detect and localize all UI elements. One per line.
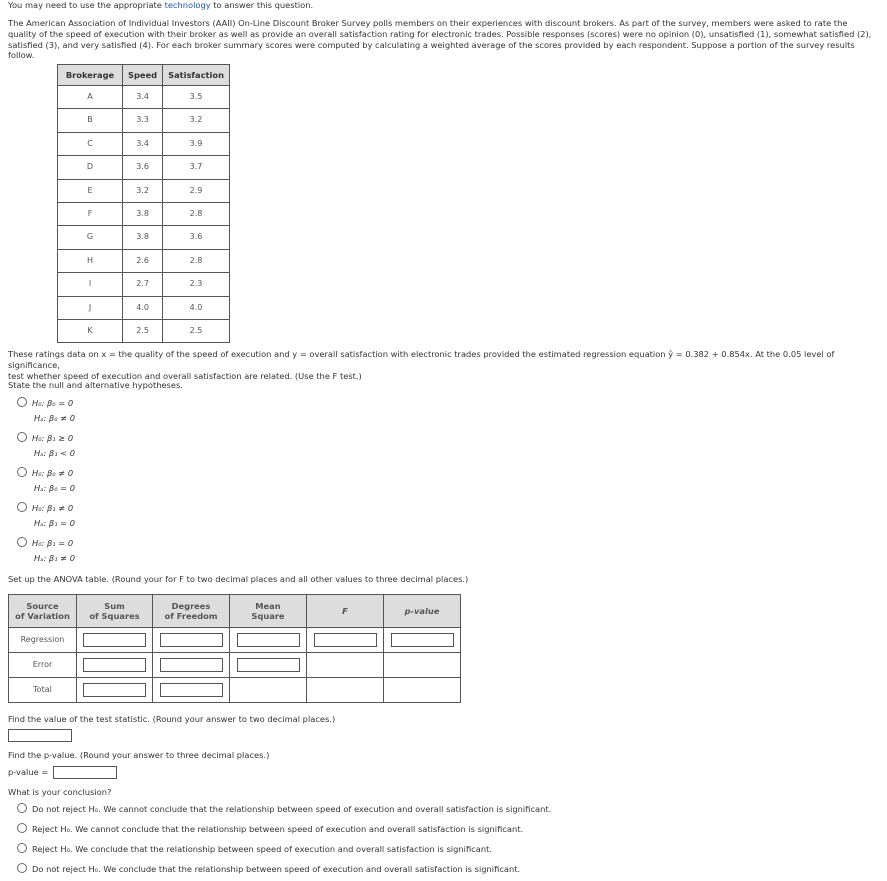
header-line1: Mean [255, 600, 281, 611]
empty-cell [307, 653, 384, 678]
total-ss-input[interactable] [83, 683, 146, 697]
satisfaction-cell: 2.5 [163, 319, 230, 342]
header-f: F [307, 595, 384, 628]
cell [230, 628, 307, 653]
speed-cell: 3.6 [123, 156, 163, 179]
hypotheses-prompt: State the null and alternative hypotheses. [8, 380, 183, 390]
alternative-hypothesis: Hₐ: β₀ ≠ 0 [34, 412, 76, 423]
radio-button[interactable] [17, 823, 27, 833]
table-row [58, 249, 230, 272]
cell [77, 678, 153, 703]
null-hypothesis: H₀: β₁ = 0 [32, 538, 74, 548]
header-speed: Speed [123, 65, 163, 86]
cell [77, 628, 153, 653]
null-hypothesis: H₀: β₁ ≠ 0 [32, 503, 74, 513]
header-line2: of Freedom [164, 611, 218, 621]
brokerage-cell: E [58, 179, 123, 202]
radio-button[interactable] [17, 432, 27, 442]
brokerage-cell: A [58, 86, 123, 109]
brokerage-cell: B [58, 109, 123, 132]
alternative-hypothesis: Hₐ: β₁ < 0 [34, 447, 76, 458]
header-line1: Sum [104, 600, 125, 611]
source-label: Total [9, 678, 77, 703]
speed-cell: 3.8 [123, 226, 163, 249]
error-df-input[interactable] [160, 658, 223, 672]
table-row [58, 179, 230, 202]
conclusion-option-1[interactable] [17, 803, 551, 815]
data-table-header [58, 65, 230, 86]
cell [153, 653, 230, 678]
regression-f-input[interactable] [314, 633, 377, 647]
table-row [58, 226, 230, 249]
speed-cell: 3.4 [123, 86, 163, 109]
source-label: Error [9, 653, 77, 678]
table-row [58, 202, 230, 225]
cell [153, 678, 230, 703]
brokerage-cell: K [58, 319, 123, 342]
hypothesis-option-4[interactable] [17, 502, 75, 529]
speed-cell: 3.8 [123, 202, 163, 225]
instruction-suffix: to answer this question. [210, 0, 314, 10]
cell [230, 653, 307, 678]
header-satisfaction: Satisfaction [163, 65, 230, 86]
hypothesis-option-5[interactable] [17, 537, 75, 564]
instruction-line [8, 0, 313, 11]
table-row [58, 86, 230, 109]
header-degrees-freedom [153, 595, 230, 628]
header-mean-square [230, 595, 307, 628]
hypothesis-option-3[interactable] [17, 467, 75, 494]
conclusion-option-4[interactable] [17, 863, 520, 875]
brokerage-cell: C [58, 132, 123, 155]
cell [384, 628, 461, 653]
satisfaction-cell: 3.2 [163, 109, 230, 132]
radio-button[interactable] [17, 843, 27, 853]
empty-cell [384, 678, 461, 703]
regression-df-input[interactable] [160, 633, 223, 647]
brokerage-cell: F [58, 202, 123, 225]
speed-cell: 4.0 [123, 296, 163, 319]
p-value-label: p-value = [8, 767, 49, 777]
table-row [58, 156, 230, 179]
technology-link[interactable]: technology [164, 0, 211, 10]
satisfaction-cell: 4.0 [163, 296, 230, 319]
anova-prompt: Set up the ANOVA table. (Round your for F to two decimal places and all other values to three decimal places.) [8, 574, 469, 584]
error-ss-input[interactable] [83, 658, 146, 672]
table-row [58, 109, 230, 132]
table-row [58, 132, 230, 155]
conclusion-text: Reject H₀. We conclude that the relationship between speed of execution and overall satisfaction is significant. [32, 844, 492, 854]
radio-button[interactable] [17, 397, 27, 407]
conclusion-text: Reject H₀. We cannot conclude that the relationship between speed of execution and overall satisfaction is significant. [32, 824, 524, 834]
null-hypothesis: H₀: β₁ ≥ 0 [32, 433, 74, 443]
regression-ms-input[interactable] [237, 633, 300, 647]
header-p-value: p-value [384, 595, 461, 628]
conclusion-option-2[interactable] [17, 823, 523, 835]
satisfaction-cell: 2.3 [163, 273, 230, 296]
anova-row-regression [9, 628, 461, 653]
satisfaction-cell: 3.5 [163, 86, 230, 109]
hypothesis-option-2[interactable] [17, 432, 75, 459]
empty-cell [230, 678, 307, 703]
radio-button[interactable] [17, 537, 27, 547]
brokerage-cell: I [58, 273, 123, 296]
header-line2: Square [251, 611, 285, 621]
speed-cell: 2.7 [123, 273, 163, 296]
cell [77, 653, 153, 678]
regression-text-line1: These ratings data on x = the quality of the speed of execution and y = overall satisfaction with electronic trades provided the estimated regression equation ŷ = 0.382 + 0.854x. At the 0.05 level of significance, [8, 349, 835, 370]
satisfaction-cell: 2.8 [163, 249, 230, 272]
conclusion-text: Do not reject H₀. We conclude that the relationship between speed of execution and overall satisfaction is significant. [32, 864, 521, 874]
conclusion-prompt: What is your conclusion? [8, 787, 112, 797]
table-row [58, 273, 230, 296]
speed-cell: 2.5 [123, 319, 163, 342]
brokerage-cell: H [58, 249, 123, 272]
test-statistic-input[interactable] [8, 729, 72, 742]
header-brokerage: Brokerage [58, 65, 123, 86]
survey-data-table [57, 64, 230, 343]
header-line1: Degrees [171, 600, 211, 611]
speed-cell: 2.6 [123, 249, 163, 272]
regression-description [8, 349, 882, 381]
speed-cell: 3.2 [123, 179, 163, 202]
total-df-input[interactable] [160, 683, 223, 697]
anova-row-error [9, 653, 461, 678]
satisfaction-cell: 3.6 [163, 226, 230, 249]
cell [153, 628, 230, 653]
conclusion-text: Do not reject H₀. We cannot conclude that the relationship between speed of execution and overall satisfaction is significant. [32, 804, 552, 814]
empty-cell [307, 678, 384, 703]
satisfaction-cell: 3.9 [163, 132, 230, 155]
source-label: Regression [9, 628, 77, 653]
empty-cell [384, 653, 461, 678]
anova-table [8, 594, 461, 703]
header-line2: of Squares [89, 611, 140, 621]
hypothesis-option-1[interactable] [17, 397, 75, 424]
radio-button[interactable] [17, 863, 27, 873]
header-line2: of Variation [15, 611, 70, 621]
p-value-row [8, 766, 117, 779]
brokerage-cell: G [58, 226, 123, 249]
table-row [58, 296, 230, 319]
regression-ss-input[interactable] [83, 633, 146, 647]
problem-intro: The American Association of Individual Investors (AAII) On-Line Discount Broker Survey polls members on their experiences with discount brokers. As part of the survey, members were asked to rate the quality of the speed of execution with their broker as well as provide an overall satisfaction rating for electronic trades. Possible responses (scores) were no opinion (0), unsatisfied (1), somewhat satisfied (2), satisfied (3), and very satisfied (4). For each broker summary scores were computed by calculating a weighted average of the scores provided by each respondent. Suppose a portion of the survey results follow. [8, 18, 872, 61]
header-sum-squares [77, 595, 153, 628]
anova-header-row [9, 595, 461, 628]
brokerage-cell: D [58, 156, 123, 179]
radio-button[interactable] [17, 467, 27, 477]
alternative-hypothesis: Hₐ: β₁ ≠ 0 [34, 552, 76, 563]
table-row [58, 319, 230, 342]
p-value-prompt: Find the p-value. (Round your answer to three decimal places.) [8, 750, 270, 760]
cell [307, 628, 384, 653]
alternative-hypothesis: Hₐ: β₁ = 0 [34, 517, 76, 528]
anova-row-total [9, 678, 461, 703]
satisfaction-cell: 3.7 [163, 156, 230, 179]
null-hypothesis: H₀: β₀ ≠ 0 [32, 468, 74, 478]
regression-p-input[interactable] [391, 633, 454, 647]
conclusion-option-3[interactable] [17, 843, 492, 855]
radio-button[interactable] [17, 803, 27, 813]
satisfaction-cell: 2.9 [163, 179, 230, 202]
null-hypothesis: H₀: β₀ = 0 [32, 398, 74, 408]
header-line1: Source [26, 600, 59, 611]
radio-button[interactable] [17, 502, 27, 512]
error-ms-input[interactable] [237, 658, 300, 672]
alternative-hypothesis: Hₐ: β₀ = 0 [34, 482, 76, 493]
brokerage-cell: J [58, 296, 123, 319]
speed-cell: 3.4 [123, 132, 163, 155]
p-value-input[interactable] [53, 766, 117, 779]
regression-text-line2: test whether speed of execution and overall satisfaction are related. (Use the F test.) [8, 370, 362, 381]
speed-cell: 3.3 [123, 109, 163, 132]
header-source [9, 595, 77, 628]
instruction-prefix: You may need to use the appropriate [8, 0, 165, 10]
satisfaction-cell: 2.8 [163, 202, 230, 225]
test-statistic-prompt: Find the value of the test statistic. (Round your answer to two decimal places.) [8, 714, 336, 724]
